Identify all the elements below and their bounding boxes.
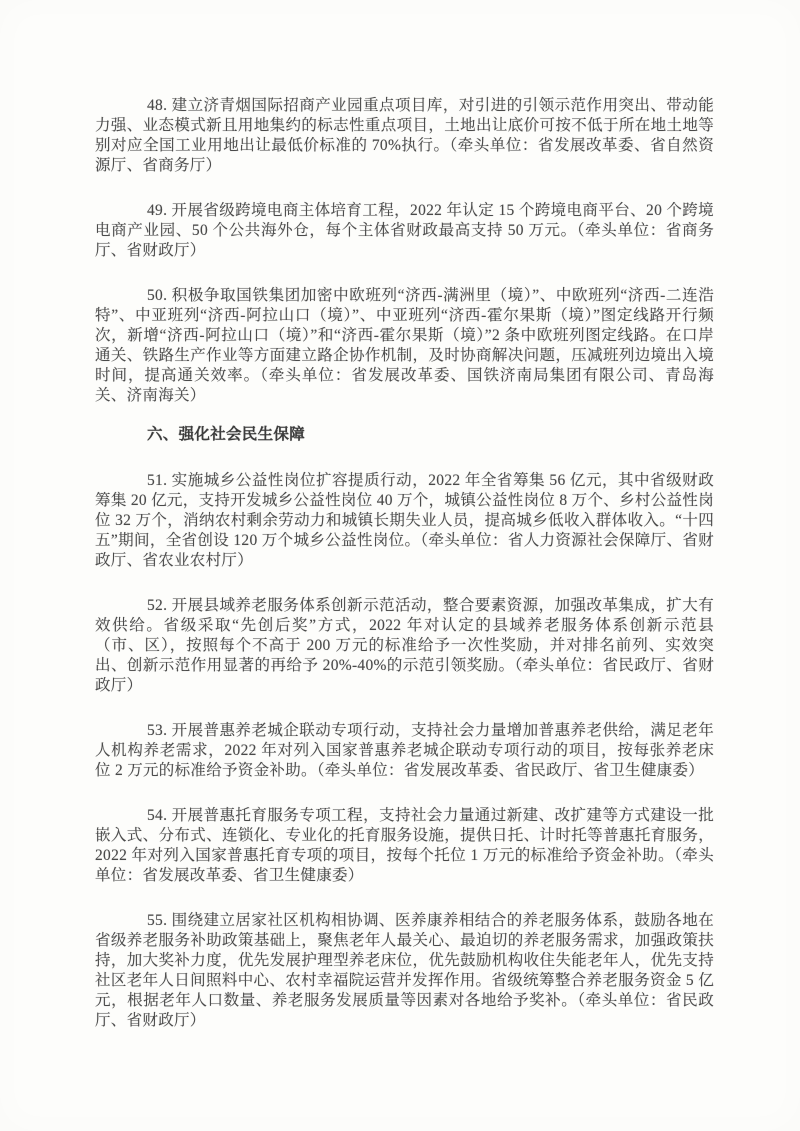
section-heading-6: 六、强化社会民生保障 — [147, 426, 306, 443]
paragraph-item-50: 50. 积极争取国铁集团加密中欧班列“济西-满洲里（境）”、中欧班列“济西-二连浩特”、中亚班列“济西-阿拉山口（境）”、中亚班列“济西-霍尔果斯（境）”图定线路开行频次，新增“济西-阿拉山口（境）”和“济西-霍尔果斯（境）”2 条中欧班列图定线路。在口岸通关、铁路生产作业等方面建立路企协作机制，及时协商解决问题，压减班列边境出入境时间，提高通关效率。（牵头单位：省发展改革委、国铁济南局集团有限公司、青岛海关、济南海关） — [95, 287, 714, 404]
paragraph-item-51: 51. 实施城乡公益性岗位扩容提质行动，2022 年全省筹集 56 亿元，其中省级财政筹集 20 亿元，支持开发城乡公益性岗位 40 万个，城镇公益性岗位 8 万个、乡村公益性岗位 32 万个，消纳农村剩余劳动力和城镇长期失业人员，提高城乡低收入群体收入。“十四五”期间，全省创设 120 万个城乡公益性岗位。（牵头单位：省人力资源社会保障厅、省财政厅、省农业农村厅） — [95, 472, 714, 569]
document-text-block — [95, 96, 714, 1056]
paragraph-item-54: 54. 开展普惠托育服务专项工程，支持社会力量通过新建、改扩建等方式建设一批嵌入式、分布式、连锁化、专业化的托育服务设施，提供日托、计时托等普惠托育服务，2022 年对列入国家普惠托育专项的项目，按每个托位 1 万元的标准给予资金补助。（牵头单位：省发展改革委、省卫生健康委） — [95, 807, 714, 884]
paragraph-item-52: 52. 开展县域养老服务体系创新示范活动，整合要素资源，加强改革集成，扩大有效供给。省级采取“先创后奖”方式，2022 年对认定的县域养老服务体系创新示范县（市、区），按照每个不高于 200 万元的标准给予一次性奖励，并对排名前列、实效突出、创新示范作用显著的再给予 20%-40%的示范引领奖励。（牵头单位：省民政厅、省财政厅） — [95, 597, 714, 694]
paragraph-item-48: 48. 建立济青烟国际招商产业园重点项目库，对引进的引领示范作用突出、带动能力强、业态模式新且用地集约的标志性重点项目，土地出让底价可按不低于所在地土地等别对应全国工业用地出让最低价标准的 70%执行。（牵头单位：省发展改革委、省自然资源厅、省商务厅） — [95, 97, 714, 174]
paragraph-item-53: 53. 开展普惠养老城企联动专项行动，支持社会力量增加普惠养老供给，满足老年人机构养老需求，2022 年对列入国家普惠养老城企联动专项行动的项目，按每张养老床位 2 万元的标准给予资金补助。（牵头单位：省发展改革委、省民政厅、省卫生健康委） — [95, 722, 714, 779]
paragraph-item-49: 49. 开展省级跨境电商主体培育工程，2022 年认定 15 个跨境电商平台、20 个跨境电商产业园、50 个公共海外仓，每个主体省财政最高支持 50 万元。（牵头单位：省商务厅、省财政厅） — [95, 202, 714, 259]
paragraph-item-55: 55. 围绕建立居家社区机构相协调、医养康养相结合的养老服务体系，鼓励各地在省级养老服务补助政策基础上，聚焦老年人最关心、最迫切的养老服务需求，加强政策扶持，加大奖补力度，优先发展护理型养老床位，优先鼓励机构收住失能老年人，优先支持社区老年人日间照料中心、农村幸福院运营并发挥作用。省级统筹整合养老服务资金 5 亿元，根据老年人口数量、养老服务发展质量等因素对各地给予奖补。（牵头单位：省民政厅、省财政厅） — [95, 912, 714, 1029]
